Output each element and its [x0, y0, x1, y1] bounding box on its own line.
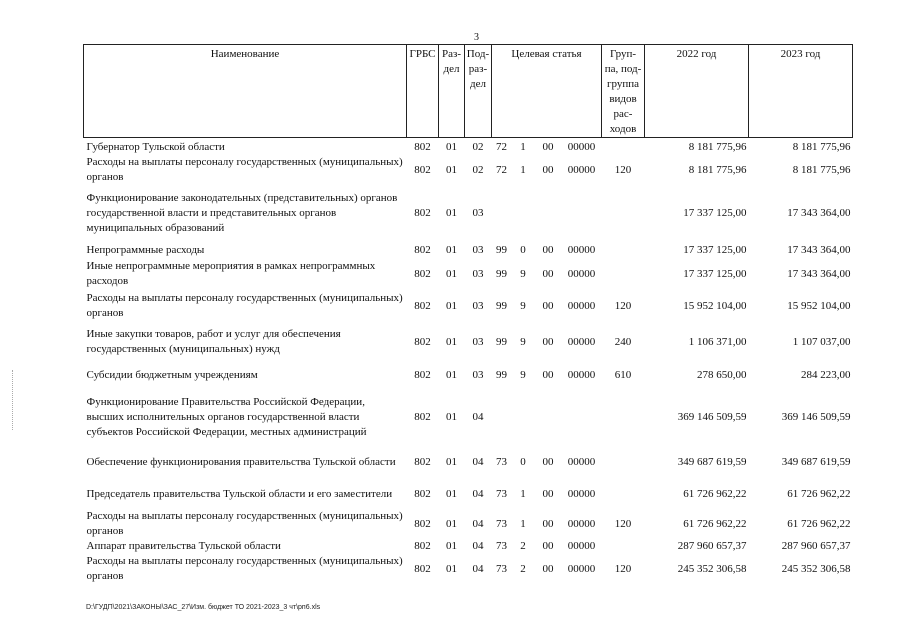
cell-grp	[602, 539, 645, 554]
cell-t1: 73	[496, 517, 507, 530]
cell-pr: 02	[472, 163, 484, 176]
cell-name: Функционирование Правительства Российской Федерации, высших исполнительных органов государственной власти субъектов Российской Федерации, местных администраций	[86, 395, 367, 438]
cell-t4: 00000	[567, 562, 596, 575]
cell-t3: 00	[542, 487, 554, 500]
cell-t4	[562, 185, 602, 241]
cell-pr: 04	[472, 487, 484, 500]
cell-t3	[535, 389, 562, 445]
cell-rz: 01	[446, 487, 457, 500]
cell-t3	[535, 185, 562, 241]
cell-pr: 03	[472, 206, 484, 219]
cell-pr: 03	[472, 368, 484, 381]
cell-t2: 2	[520, 540, 526, 552]
cell-y2022: 287 960 657,37	[677, 540, 747, 552]
cell-t4: 00000	[567, 163, 596, 176]
cell-t3: 00	[542, 243, 554, 256]
cell-y2022: 1 106 371,00	[688, 335, 747, 348]
cell-t1: 99	[496, 335, 507, 348]
table-row	[84, 185, 853, 241]
cell-y2022: 61 726 962,22	[683, 487, 747, 500]
cell-t2: 0	[520, 243, 526, 256]
cell-t1	[492, 389, 512, 445]
table-row	[84, 539, 853, 554]
cell-t4: 00000	[567, 455, 596, 468]
cell-t2: 9	[520, 299, 526, 312]
cell-t4: 00000	[567, 487, 596, 500]
cell-y2023: 61 726 962,22	[787, 487, 851, 500]
cell-grp	[602, 479, 645, 509]
cell-rz: 01	[446, 299, 457, 312]
cell-rz: 01	[446, 267, 457, 280]
cell-y2022: 8 181 775,96	[688, 141, 747, 153]
cell-y2023: 15 952 104,00	[787, 299, 851, 312]
cell-y2022: 61 726 962,22	[683, 517, 747, 530]
cell-name: Непрограммные расходы	[86, 243, 205, 256]
cell-y2023: 17 343 364,00	[787, 267, 851, 280]
cell-t2: 1	[520, 517, 526, 530]
cell-t3: 00	[542, 517, 554, 530]
cell-t3: 00	[542, 455, 554, 468]
cell-pr: 02	[472, 141, 484, 153]
cell-name: Расходы на выплаты персоналу государственных (муниципальных) органов	[86, 555, 403, 582]
table-row	[84, 361, 853, 389]
cell-pr: 03	[472, 299, 484, 312]
cell-grbs: 802	[414, 299, 431, 312]
cell-grp	[602, 445, 645, 479]
cell-y2022: 349 687 619,59	[677, 455, 747, 468]
file-path-footer: D:\ГУДП\2021\ЗАКОНЫ\ЗАС_27\Изм. бюджет ТО 2021-2023_3 чт\рп6.xls	[86, 604, 321, 611]
cell-grbs: 802	[414, 243, 431, 256]
cell-grbs: 802	[414, 410, 431, 423]
cell-y2023: 245 352 306,58	[781, 562, 851, 575]
cell-grp: 120	[614, 163, 632, 176]
cell-y2022: 8 181 775,96	[688, 163, 747, 176]
cell-name: Расходы на выплаты персоналу государственных (муниципальных) органов	[86, 510, 403, 537]
cell-t1: 73	[496, 487, 507, 500]
cell-t4	[562, 389, 602, 445]
cell-t1: 99	[496, 368, 507, 381]
cell-pr: 03	[472, 243, 484, 256]
cell-rz: 01	[446, 163, 457, 176]
cell-y2022: 369 146 509,59	[677, 410, 747, 423]
header-razdel: Раз- дел	[439, 45, 465, 138]
table-row	[84, 554, 853, 584]
cell-t2: 0	[520, 455, 526, 468]
cell-t2: 1	[520, 141, 526, 153]
cell-grp: 120	[614, 299, 632, 312]
cell-name: Обеспечение функционирования правительства Тульской области	[86, 455, 396, 468]
cell-grp	[602, 138, 645, 156]
cell-pr: 04	[472, 540, 484, 552]
cell-y2023: 284 223,00	[801, 368, 851, 381]
cell-t3: 00	[542, 141, 554, 153]
cell-y2023: 17 343 364,00	[787, 243, 851, 256]
cell-t2	[512, 185, 535, 241]
cell-y2023: 61 726 962,22	[787, 517, 851, 530]
cell-t2: 2	[520, 562, 526, 575]
cell-y2022: 17 337 125,00	[683, 206, 747, 219]
cell-rz: 01	[446, 455, 457, 468]
cell-grbs: 802	[414, 368, 431, 381]
cell-pr: 03	[472, 267, 484, 280]
cell-t4: 00000	[567, 243, 596, 256]
table-row	[84, 155, 853, 185]
table-row	[84, 509, 853, 539]
cell-grp: 120	[614, 517, 632, 530]
cell-name: Губернатор Тульской области	[86, 141, 225, 153]
cell-name: Председатель правительства Тульской области и его заместители	[86, 487, 393, 500]
cell-t4: 00000	[567, 299, 596, 312]
cell-pr: 04	[472, 410, 484, 423]
cell-t2: 1	[520, 163, 526, 176]
cell-t1: 73	[496, 562, 507, 575]
cell-grbs: 802	[414, 517, 431, 530]
cell-rz: 01	[446, 368, 457, 381]
cell-t3: 00	[542, 335, 554, 348]
header-target: Целевая статья	[492, 45, 602, 138]
cell-y2023: 8 181 775,96	[792, 141, 851, 153]
cell-y2022: 278 650,00	[697, 368, 747, 381]
cell-t1: 99	[496, 267, 507, 280]
cell-name: Субсидии бюджетным учреждениям	[86, 368, 258, 381]
cell-t2: 1	[520, 487, 526, 500]
cell-rz: 01	[446, 243, 457, 256]
cell-grp	[602, 389, 645, 445]
cell-t1: 73	[496, 455, 507, 468]
cell-y2022: 245 352 306,58	[677, 562, 747, 575]
cell-name: Расходы на выплаты персоналу государственных (муниципальных) органов	[86, 292, 403, 319]
cell-name: Иные закупки товаров, работ и услуг для обеспечения государственных (муниципальных) нужд	[86, 328, 341, 355]
cell-t1	[492, 185, 512, 241]
header-podrazdel: Под- раз- дел	[465, 45, 492, 138]
cell-grbs: 802	[414, 540, 431, 552]
cell-grbs: 802	[414, 267, 431, 280]
cell-grbs: 802	[414, 141, 431, 153]
cell-rz: 01	[446, 562, 457, 575]
cell-grbs: 802	[414, 335, 431, 348]
cell-t4: 00000	[567, 517, 596, 530]
cell-t2	[512, 389, 535, 445]
cell-rz: 01	[446, 335, 457, 348]
cell-grp: 610	[614, 368, 632, 381]
cell-grp: 240	[614, 335, 632, 348]
cell-rz: 01	[446, 517, 457, 530]
cell-pr: 04	[472, 517, 484, 530]
cell-t3: 00	[542, 267, 554, 280]
cell-t2: 9	[520, 335, 526, 348]
header-grbs: ГРБС	[407, 45, 439, 138]
cell-y2023: 8 181 775,96	[792, 163, 851, 176]
cell-pr: 04	[472, 455, 484, 468]
budget-table	[83, 44, 853, 584]
cell-t2: 9	[520, 368, 526, 381]
table-row	[84, 323, 853, 361]
header-2023: 2023 год	[749, 45, 853, 138]
cell-rz: 01	[446, 540, 457, 552]
table-row	[84, 138, 853, 156]
cell-y2023: 369 146 509,59	[781, 410, 851, 423]
cell-rz: 01	[446, 410, 457, 423]
cell-t1: 99	[496, 243, 507, 256]
table-row	[84, 289, 853, 323]
page-number: 3	[474, 32, 479, 43]
cell-rz: 01	[446, 141, 457, 153]
table-row	[84, 479, 853, 509]
cell-t1: 72	[496, 141, 507, 153]
header-2022: 2022 год	[645, 45, 749, 138]
cell-name: Аппарат правительства Тульской области	[86, 540, 281, 552]
cell-t3: 00	[542, 299, 554, 312]
cell-grbs: 802	[414, 455, 431, 468]
cell-t4: 00000	[567, 267, 596, 280]
cell-grp: 120	[614, 562, 632, 575]
table-row	[84, 389, 853, 445]
cell-y2023: 1 107 037,00	[792, 335, 851, 348]
cell-t4: 00000	[567, 141, 596, 153]
cell-name: Расходы на выплаты персоналу государственных (муниципальных) органов	[86, 156, 403, 183]
cell-rz: 01	[446, 206, 457, 219]
cell-y2022: 15 952 104,00	[683, 299, 747, 312]
cell-pr: 03	[472, 335, 484, 348]
table-row	[84, 241, 853, 259]
cell-t3: 00	[542, 368, 554, 381]
cell-name: Функционирование законодательных (представительных) органов государственной власти и представительных органов муниципальных образований	[86, 191, 398, 234]
cell-grp	[602, 241, 645, 259]
cell-t1: 99	[496, 299, 507, 312]
cell-y2023: 17 343 364,00	[787, 206, 851, 219]
cell-t2: 9	[520, 267, 526, 280]
cell-grbs: 802	[414, 562, 431, 575]
cell-grp	[602, 185, 645, 241]
cell-y2023: 287 960 657,37	[781, 540, 851, 552]
table-row	[84, 259, 853, 289]
cell-t4: 00000	[567, 335, 596, 348]
cell-grbs: 802	[414, 163, 431, 176]
cell-name: Иные непрограммные мероприятия в рамках непрограммных расходов	[86, 260, 376, 287]
cell-grbs: 802	[414, 206, 431, 219]
cell-grbs: 802	[414, 487, 431, 500]
table-row	[84, 445, 853, 479]
cell-t3: 00	[542, 163, 554, 176]
cell-t4: 00000	[567, 368, 596, 381]
cell-grp	[602, 259, 645, 289]
cell-t3: 00	[542, 562, 554, 575]
margin-marks	[12, 370, 15, 430]
cell-y2022: 17 337 125,00	[683, 267, 747, 280]
header-group: Груп- па, под- группа видов рас- ходов	[602, 45, 645, 138]
cell-t3: 00	[542, 540, 554, 552]
cell-t1: 72	[496, 163, 507, 176]
cell-y2022: 17 337 125,00	[683, 243, 747, 256]
cell-pr: 04	[472, 562, 484, 575]
cell-y2023: 349 687 619,59	[781, 455, 851, 468]
cell-t1: 73	[496, 540, 507, 552]
header-name: Наименование	[84, 45, 407, 138]
cell-t4: 00000	[567, 540, 596, 552]
